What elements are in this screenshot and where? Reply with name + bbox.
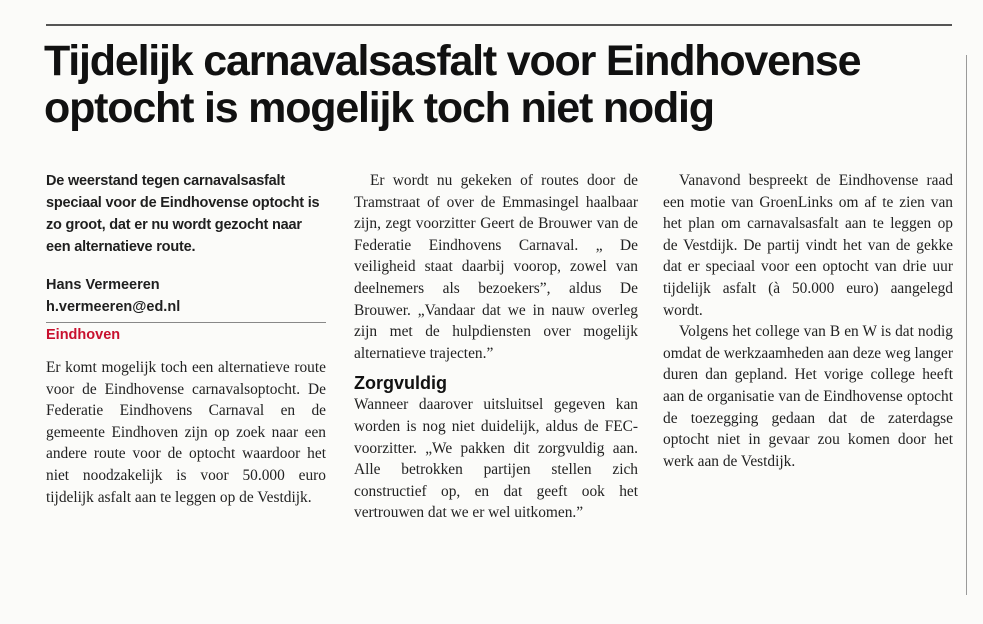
subheading: Zorgvuldig — [354, 373, 447, 394]
column-rule-right — [966, 55, 967, 595]
article-column-3 — [663, 170, 953, 472]
dateline-divider — [46, 322, 326, 323]
author-email: h.vermeeren@ed.nl — [46, 299, 181, 315]
top-rule — [46, 24, 952, 26]
body-paragraph-3: Wanneer daarover uitsluitsel gegeven kan worden is nog niet duidelijk, aldus de FEC-voorzitter. „We pakken dit zorgvuldig aan. Alle betrokken partijen stellen zich constructief op, en dat geeft ook het vertrouwen dat we er wel uitkomen.” — [354, 396, 638, 522]
article-column-1 — [46, 170, 326, 508]
article-headline: Tijdelijk carnavalsasfalt voor Eindhovense optocht is mogelijk toch niet nodig — [44, 37, 861, 132]
body-paragraph-1: Er komt mogelijk toch een alternatieve route voor de Eindhovense carnavalsoptocht. De Federatie Eindhovens Carnaval en de gemeente Eindhoven zijn op zoek naar een andere route voor de optocht waardoor het niet noodzakelijk is voor 50.000 euro tijdelijk asfalt aan te leggen op de Vestdijk. — [46, 359, 326, 506]
body-paragraph-2: Er wordt nu gekeken of routes door de Tramstraat of over de Emmasingel haalbaar zijn, zegt voorzitter Geert de Brouwer van de Federatie Eindhovens Carnaval. „ De veiligheid staat daarbij voorop, zowel van deelnemers als bezoekers”, aldus De Brouwer. „Vandaar dat we in nauw overleg zijn met de hulpdiensten over mogelijk alternatieve trajecten.” — [354, 172, 638, 362]
author-name: Hans Vermeeren — [46, 277, 160, 293]
body-paragraph-5: Volgens het college van B en W is dat nodig omdat de werkzaamheden aan deze weg langer duren dan gepland. Het vorige college heeft aan de organisatie van de Eindhovense optocht de toezegging gedaan dat de zaterdagse optocht niet in gevaar zou komen door het werk aan de Vestdijk. — [663, 323, 953, 470]
body-paragraph-4: Vanavond bespreekt de Eindhovense raad een motie van GroenLinks om af te zien van het plan om carnavalsasfalt aan te leggen op de Vestdijk. De partij vindt het van de gekke dat er speciaal voor een optocht van drie uur tijdelijk asfalt (à 50.000 euro) aangelegd wordt. — [663, 172, 953, 319]
article-column-2 — [354, 170, 638, 524]
dateline: Eindhoven — [46, 327, 121, 343]
article-lead: De weerstand tegen carnavalsasfalt speciaal voor de Eindhovense optocht is zo groot, dat er nu wordt gezocht naar een alternatieve route. — [46, 173, 320, 255]
